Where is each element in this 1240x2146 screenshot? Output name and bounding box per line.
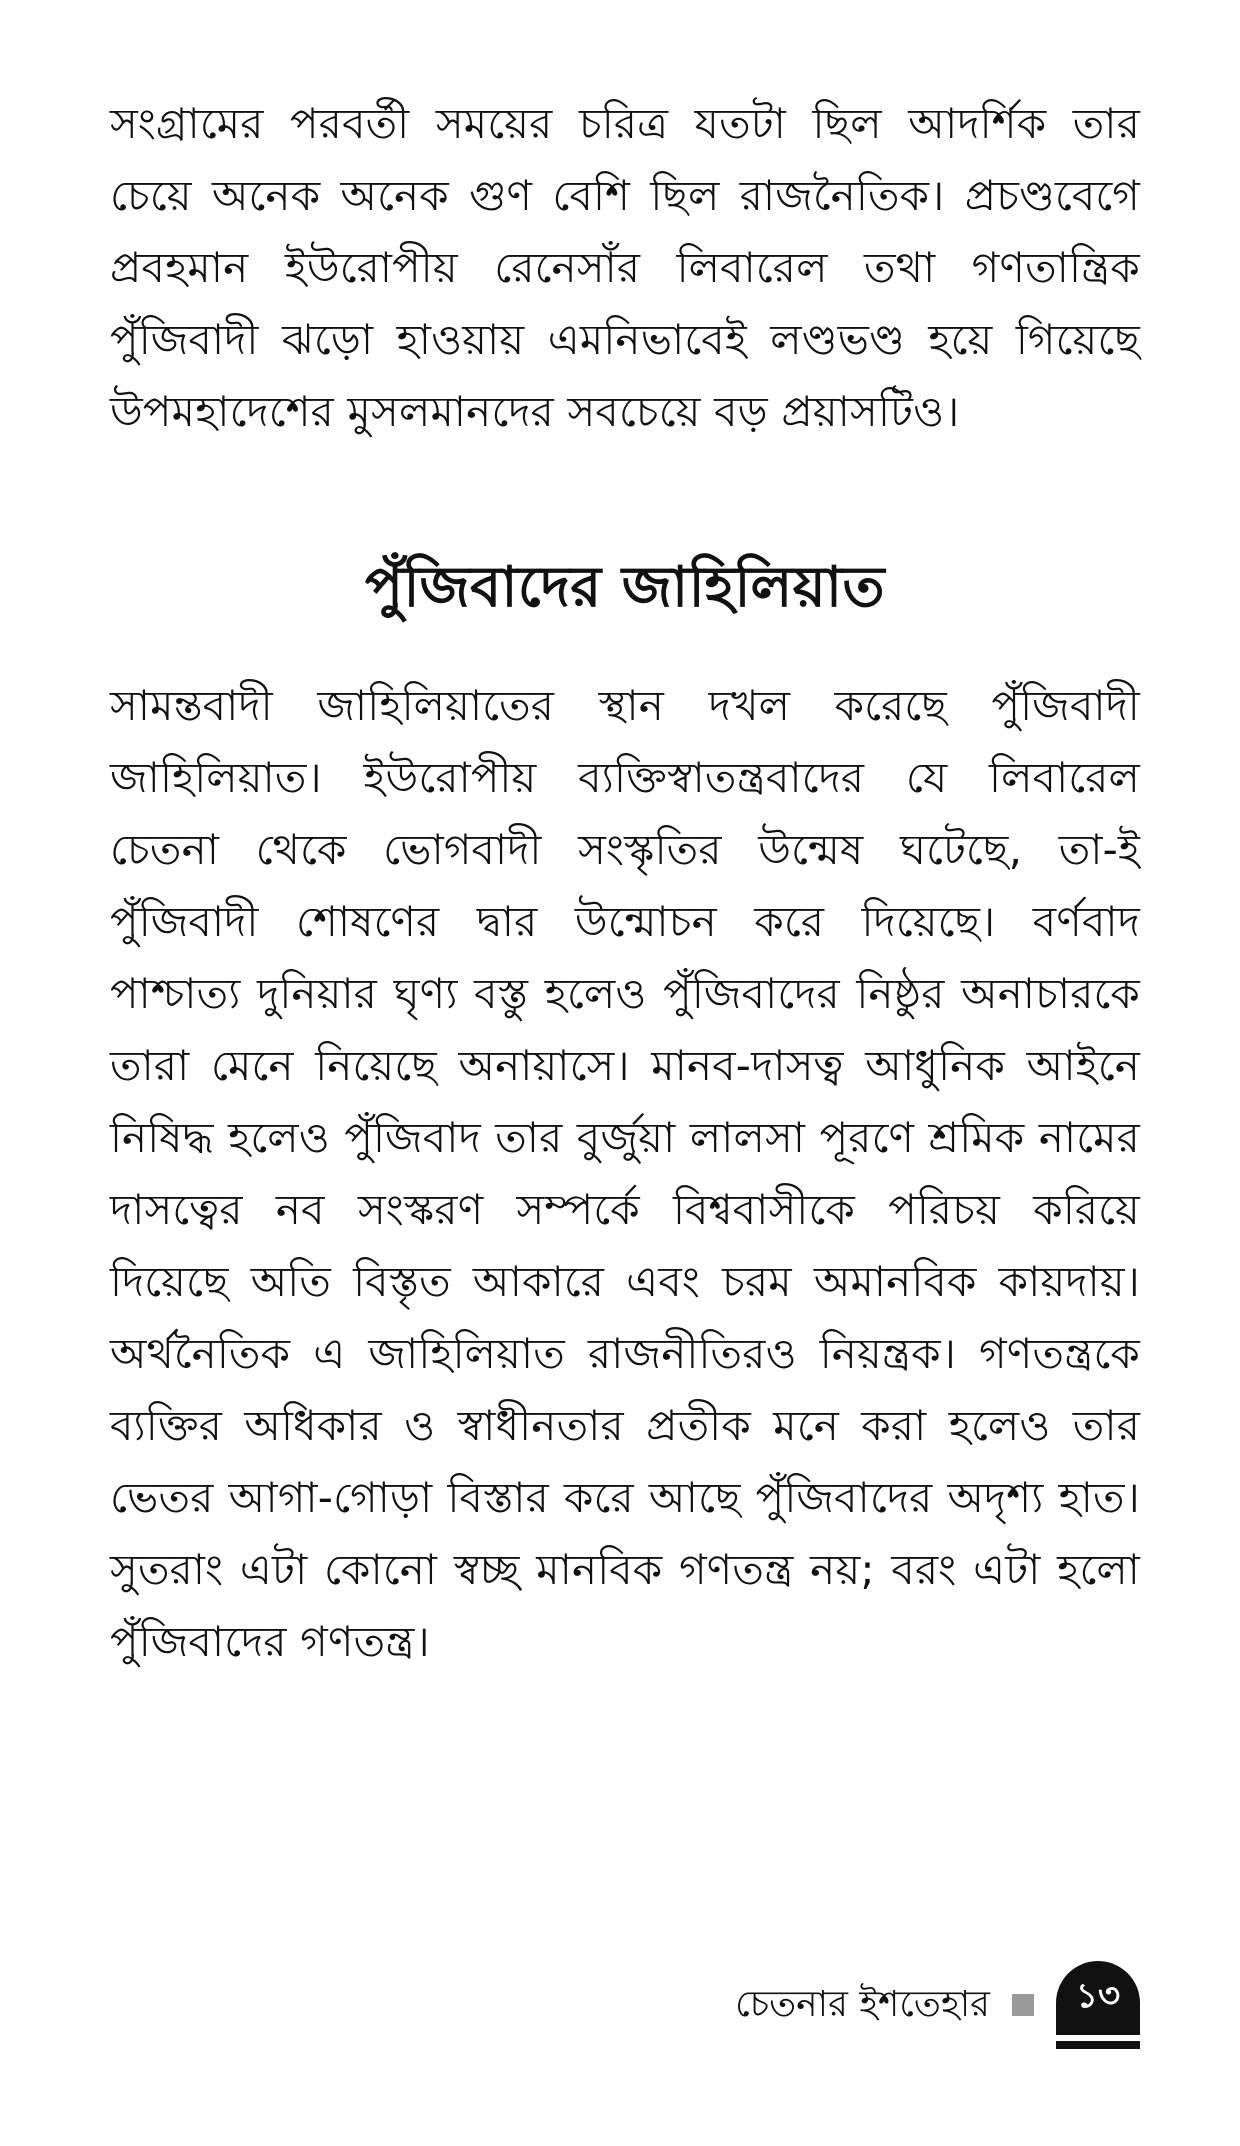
page-number-dome: [1056, 1961, 1140, 2035]
square-bullet-icon: [1012, 1994, 1034, 2016]
page-footer: [735, 1960, 1140, 2050]
page-number-underline: [1056, 2041, 1140, 2049]
paragraph-intro: সংগ্রামের পরবর্তী সময়ের চরিত্র যতটা ছিল আদর্শিক তার চেয়ে অনেক অনেক গুণ বেশি ছিল রাজনৈতিক। প্রচণ্ডবেগে প্রবহমান ইউরোপীয় রেনেসাঁর লিবারেল তথা গণতান্ত্রিক পুঁজিবাদী ঝড়ো হাওয়ায় এমনিভাবেই লণ্ডভণ্ড হয়ে গিয়েছে উপমহাদেশের মুসলমানদের সবচেয়ে বড় প্রয়াসটিও।: [110, 99, 1140, 436]
running-footer-title: চেতনার ইশতেহার: [735, 1984, 990, 2025]
paragraph-main: সামন্তবাদী জাহিলিয়াতের স্থান দখল করেছে পুঁজিবাদী জাহিলিয়াত। ইউরোপীয় ব্যক্তিস্বাতন্ত্রবাদের যে লিবারেল চেতনা থেকে ভোগবাদী সংস্কৃতির উন্মেষ ঘটেছে, তা-ই পুঁজিবাদী শোষণের দ্বার উন্মোচন করে দিয়েছে। বর্ণবাদ পাশ্চাত্য দুনিয়ার ঘৃণ্য বস্তু হলেও পুঁজিবাদের নিষ্ঠুর অনাচারকে তারা মেনে নিয়েছে অনায়াসে। মানব-দাসত্ব আধুনিক আইনে নিষিদ্ধ হলেও পুঁজিবাদ তার বুর্জুয়া লালসা পূরণে শ্রমিক নামের দাসত্বের নব সংস্করণ সম্পর্কে বিশ্ববাসীকে পরিচয় করিয়ে দিয়েছে অতি বিস্তৃত আকারে এবং চরম অমানবিক কায়দায়। অর্থনৈতিক এ জাহিলিয়াত রাজনীতিরও নিয়ন্ত্রক। গণতন্ত্রকে ব্যক্তির অধিকার ও স্বাধীনতার প্রতীক মনে করা হলেও তার ভেতর আগা-গোড়া বিস্তার করে আছে পুঁজিবাদের অদৃশ্য হাত। সুতরাং এটা কোনো স্বচ্ছ মানবিক গণতন্ত্র নয়; বরং এটা হলো পুঁজিবাদের গণতন্ত্র।: [110, 681, 1140, 1666]
page-number-badge: [1056, 1961, 1140, 2049]
section-heading: পুঁজিবাদের জাহিলিয়াত: [364, 555, 886, 620]
page-number: ১৩: [1075, 1975, 1121, 2016]
